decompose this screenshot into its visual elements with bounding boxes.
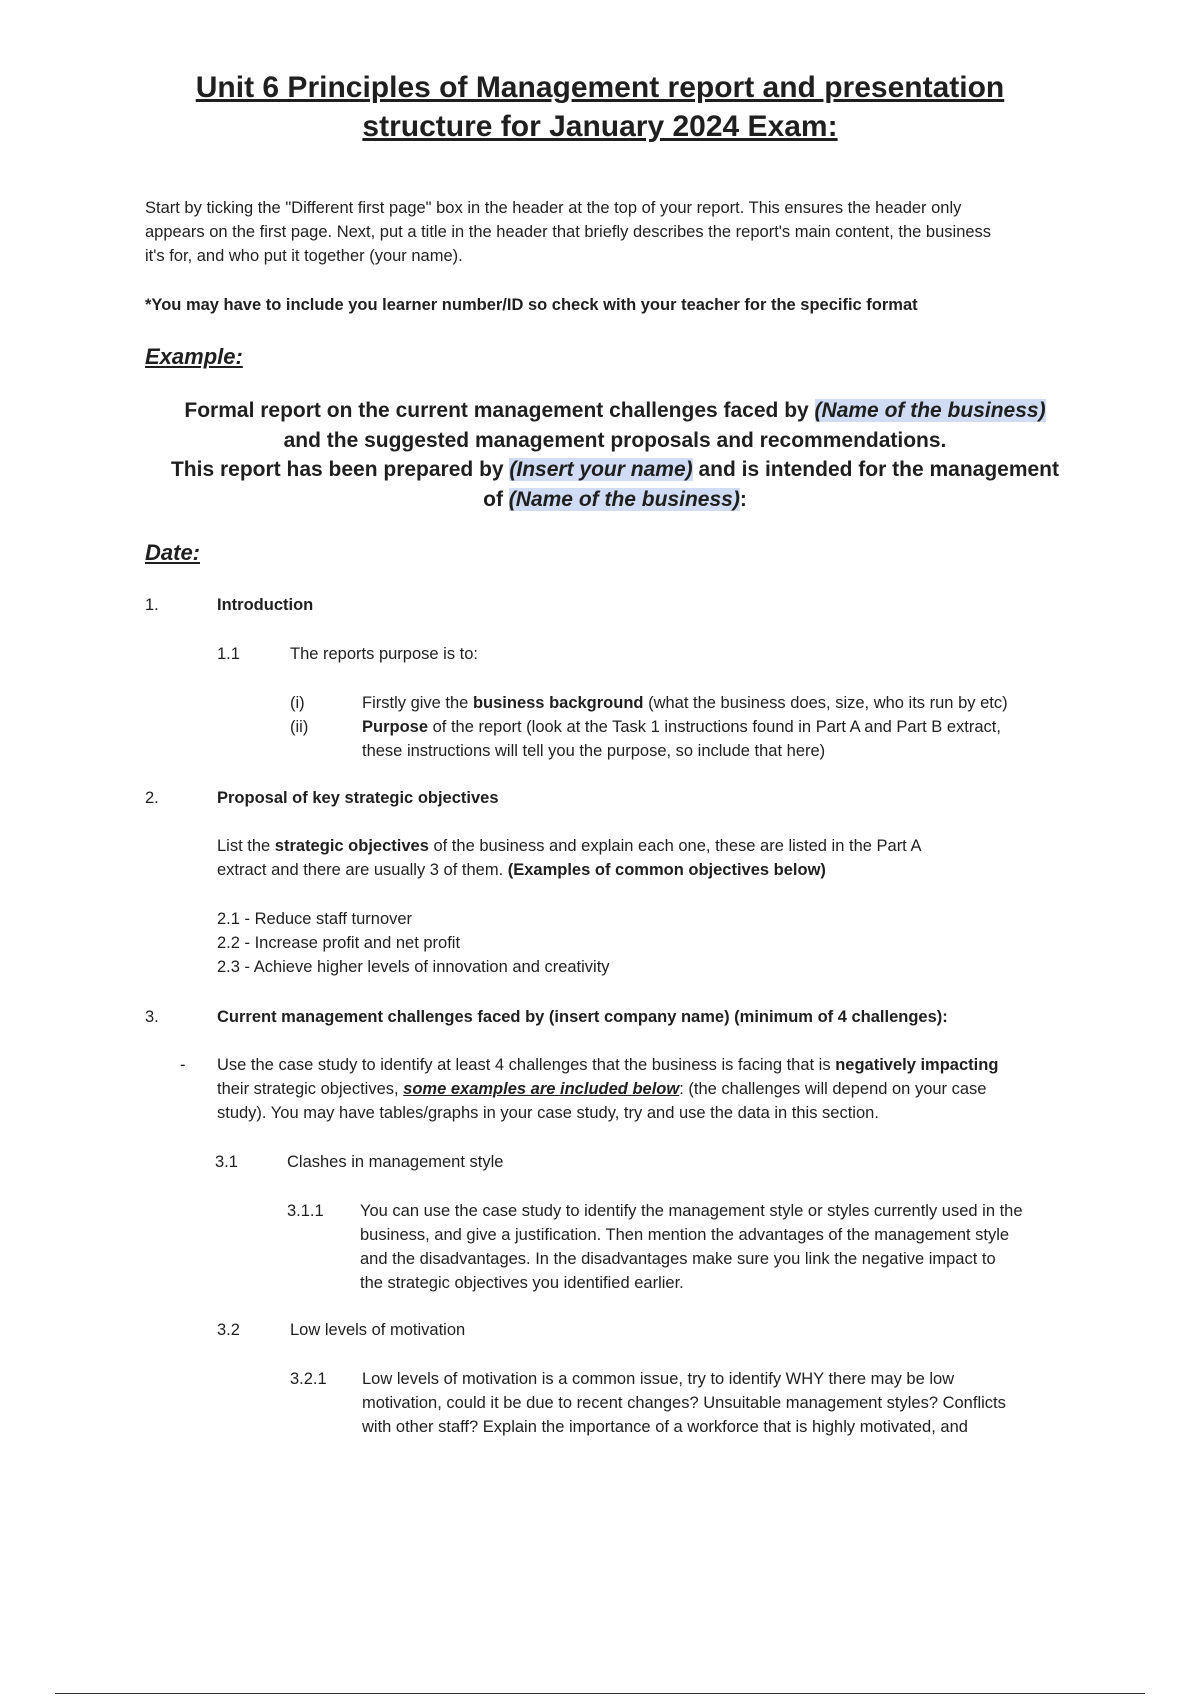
- example-text: and is intended for the management: [692, 458, 1060, 481]
- section-3-1-1-number: 3.1.1: [287, 1202, 324, 1220]
- item-i-number: (i): [290, 694, 305, 712]
- intro-line-3: it's for, and who put it together (your name).: [145, 247, 463, 265]
- example-text: This report has been prepared by: [170, 458, 510, 481]
- item-ii-text: Purpose of the report (look at the Task 1 instructions found in Part A and Part B extract, these instructions will tell you the purpose, so include that here): [362, 718, 1001, 760]
- placeholder-business-name: (Name of the business): [814, 399, 1046, 422]
- objective-item: 2.2 - Increase profit and net profit: [217, 934, 461, 952]
- section-1-number: 1.: [145, 596, 159, 614]
- section-3-1-1-text: You can use the case study to identify the management style or styles currently used in the business, and give a justification. Then mention the advantages of the management style and the disadvantages. In the disadvantages make sure you link the negative impact to the strategic objectives you identified earlier.: [360, 1202, 1023, 1292]
- section-3-2-number: 3.2: [217, 1321, 240, 1339]
- example-text: :: [739, 487, 747, 511]
- page-bottom-divider: [55, 1693, 1145, 1694]
- example-label: Example:: [145, 344, 243, 369]
- section-3-1-text: Clashes in management style: [287, 1153, 504, 1171]
- section-3-number: 3.: [145, 1008, 159, 1026]
- section-3-paragraph: Use the case study to identify at least 4 challenges that the business is facing that is negatively impacting their strategic objectives, some examples are included below: (the challenges will depend on your case study). You may have tables/graphs in your case study, try and use the data in this section.: [217, 1056, 999, 1122]
- intro-line-1: Start by ticking the "Different first page" box in the header at the top of your report. This ensures the header only: [145, 199, 962, 217]
- section-3-2-text: Low levels of motivation: [290, 1321, 466, 1339]
- item-ii-number: (ii): [290, 718, 309, 736]
- item-i-text: Firstly give the business background (what the business does, size, who its run by etc): [362, 694, 1008, 712]
- title-line-1: Unit 6 Principles of Management report and presentation: [195, 71, 1005, 104]
- bullet-dash: -: [180, 1056, 186, 1074]
- placeholder-business-name: (Name of the business): [508, 487, 740, 511]
- title-line-2: structure for January 2024 Exam:: [362, 110, 838, 143]
- example-text: of: [483, 487, 509, 511]
- section-2-paragraph: List the strategic objectives of the business and explain each one, these are listed in the Part A extract and there are usually 3 of them. (Examples of common objectives below): [217, 837, 922, 879]
- date-label: Date:: [145, 540, 201, 565]
- objective-item: 2.1 - Reduce staff turnover: [217, 910, 413, 928]
- intro-line-2: appears on the first page. Next, put a title in the header that briefly describes the report's main content, the business: [145, 223, 992, 241]
- learner-id-note: *You may have to include you learner number/ID so check with your teacher for the specific format: [145, 296, 918, 314]
- section-3-1-number: 3.1: [215, 1153, 238, 1171]
- page-title: [100, 68, 1100, 146]
- example-report-title: [140, 396, 1090, 514]
- example-text: and the suggested management proposals and recommendations.: [283, 428, 947, 452]
- objective-item: 2.3 - Achieve higher levels of innovation and creativity: [217, 958, 610, 976]
- intro-paragraph: [145, 196, 1085, 268]
- section-1-1-number: 1.1: [217, 645, 240, 663]
- section-2-heading: Proposal of key strategic objectives: [217, 789, 499, 807]
- section-1-heading: Introduction: [217, 596, 314, 614]
- section-3-heading: Current management challenges faced by (insert company name) (minimum of 4 challenges):: [217, 1008, 948, 1026]
- section-3-2-1-number: 3.2.1: [290, 1370, 327, 1388]
- section-3-2-1-text: Low levels of motivation is a common issue, try to identify WHY there may be low motivation, could it be due to recent changes? Unsuitable management styles? Conflicts with other staff? Explain the importance of a workforce that is highly motivated, and: [362, 1370, 1006, 1436]
- section-1-1-text: The reports purpose is to:: [290, 645, 479, 663]
- section-2-number: 2.: [145, 789, 159, 807]
- placeholder-your-name: (Insert your name): [509, 458, 693, 481]
- example-text: Formal report on the current management challenges faced by: [184, 399, 815, 422]
